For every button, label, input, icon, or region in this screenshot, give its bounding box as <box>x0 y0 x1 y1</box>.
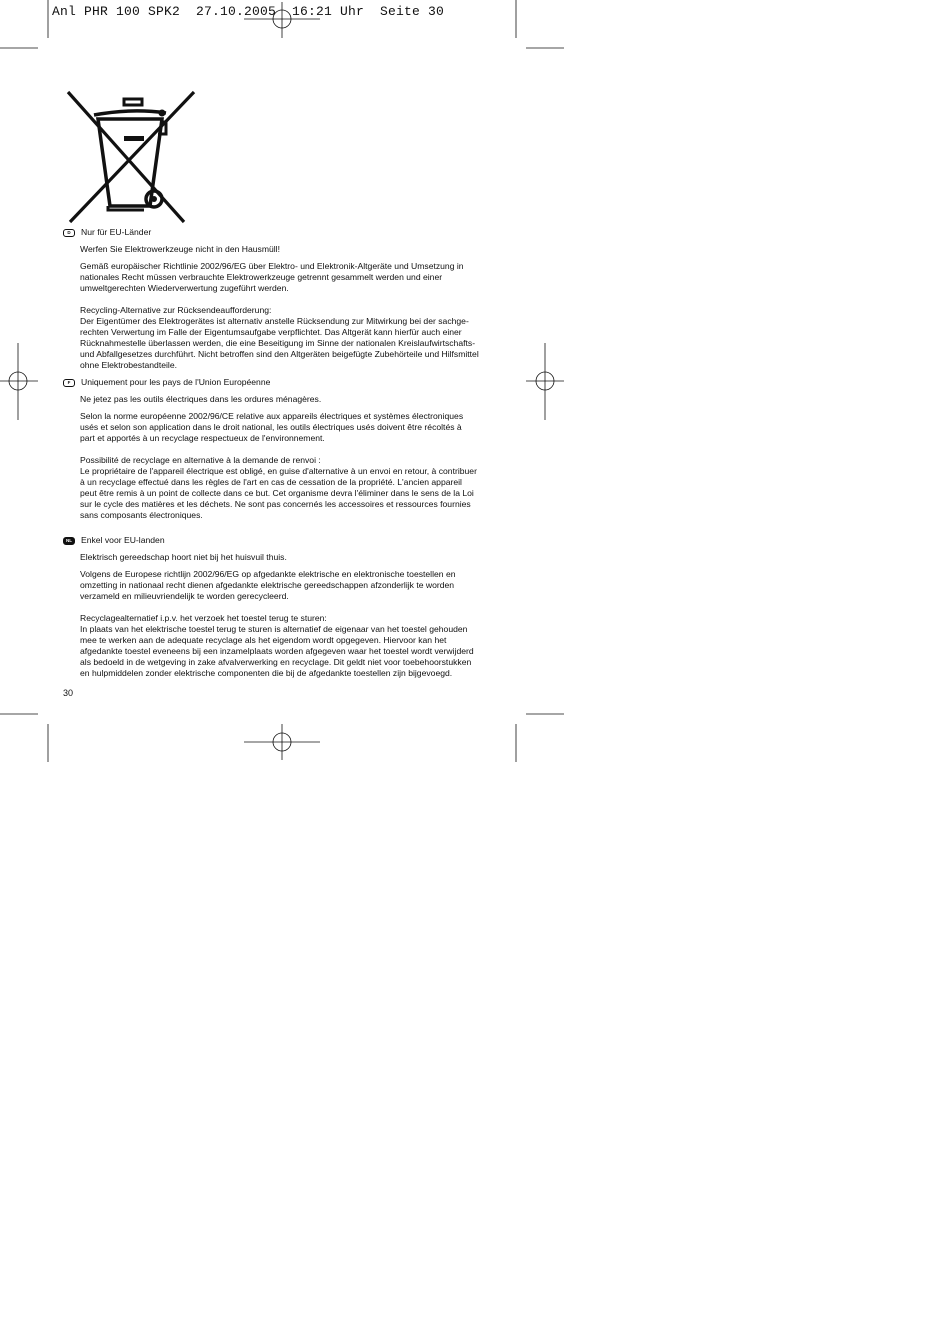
section-fr-p2: Selon la norme européenne 2002/96/CE relative aux appareils électriques et systèmes électroniques usés et selon son application dans le droit national, les outils électriques usés doivent être récoltés à part et apportés à un recyclage respectueux de l'environnement. <box>80 411 464 443</box>
section-fr-p1: Ne jetez pas les outils électriques dans les ordures ménagères. <box>80 394 322 404</box>
section-nl-heading: Enkel voor EU-landen <box>81 535 165 545</box>
section-nl-heading-row <box>63 535 503 546</box>
section-de-heading: Nur für EU-Länder <box>81 227 152 237</box>
crossed-out-wheelie-bin-icon <box>66 88 198 226</box>
section-fr-p3: Possibilité de recyclage en alternative à la demande de renvoi : Le propriétaire de l'appareil électrique est obligé, en guise d'alternative à un envoi en retour, à contribuer à un recyclage effectué dans les règles de l'art en cas de cessation de la propriété. L'ancien appareil peut être remis à un point de collecte dans ce but. Cet organisme devra l'éliminer dans le sens de la Loi sur le cycle des matières et les déchets. Ne sont pas concernés les accessoires et ressources fournies sans composants électroniques. <box>80 455 477 520</box>
section-fr-heading-row <box>63 377 503 388</box>
section-de-p2: Gemäß europäischer Richtlinie 2002/96/EG über Elektro- und Elektronik-Altgeräte und Umsetzung in nationales Recht müssen verbrauchte Elektrowerkzeuge getrennt gesammelt werden und einer umweltgerechten Wiederverwertung zugeführt werden. <box>80 261 464 293</box>
section-nl-p1: Elektrisch gereedschap hoort niet bij het huisvuil thuis. <box>80 552 287 562</box>
section-nl-p2: Volgens de Europese richtlijn 2002/96/EG op afgedankte elektrische en elektronische toestellen en omzetting in nationaal recht dienen afgedankte elektrische gereedschappen afzonderlijk te worden verzameld en milieuvriendelijk te worden gerecycleerd. <box>80 569 456 601</box>
section-de-p1: Werfen Sie Elektrowerkzeuge nicht in den Hausmüll! <box>80 244 280 254</box>
flag-d-icon: D <box>63 229 75 237</box>
section-de <box>63 227 503 371</box>
print-header: Anl PHR 100 SPK2 27.10.2005 16:21 Uhr Seite 30 <box>52 4 445 19</box>
flag-f-icon: F <box>63 379 75 387</box>
section-nl-p3: Recyclagealternatief i.p.v. het verzoek het toestel terug te sturen: In plaats van het elektrische toestel terug te sturen is alternatief de eigenaar van het toestel gehouden mee te werken aan de adequate recyclage als het eigendom wordt opgegeven. Hiervoor kan het afgedankte toestel eveneens bij een inzamelplaats worden afgegeven waar het toestel wordt verwijderd als bedoeld in de wetgeving in zake afvalverwerking en recyclage. Dit geldt niet voor toebehoorstukken en hulpmiddelen zonder elektrische componenten die bij de afgedankte toestellen zijn bijgevoegd. <box>80 613 474 678</box>
section-de-p3: Recycling-Alternative zur Rücksendeaufforderung: Der Eigentümer des Elektrogerätes ist alternativ anstelle Rücksendung zur Mitwirkung bei der sachge- rechten Verwertung im Falle der Eigentumsaufgabe verpflichtet. Das Altgerät kann hierfür auch einer Rücknahmestelle überlassen werden, die eine Beseitigung im Sinne der nationalen Kreislaufwirtschafts- und Abfallgesetzes durchführt. Nicht betroffen sind den Altgeräten beigefügte Zubehörteile und Hilfsmittel ohne Elektrobestandteile. <box>80 305 479 370</box>
section-de-heading-row <box>63 227 503 238</box>
section-fr-heading: Uniquement pour les pays de l'Union Européenne <box>81 377 271 387</box>
section-fr <box>63 377 503 521</box>
page-number: 30 <box>63 688 74 698</box>
section-nl <box>63 535 503 679</box>
flag-nl-icon: NL <box>63 537 75 545</box>
